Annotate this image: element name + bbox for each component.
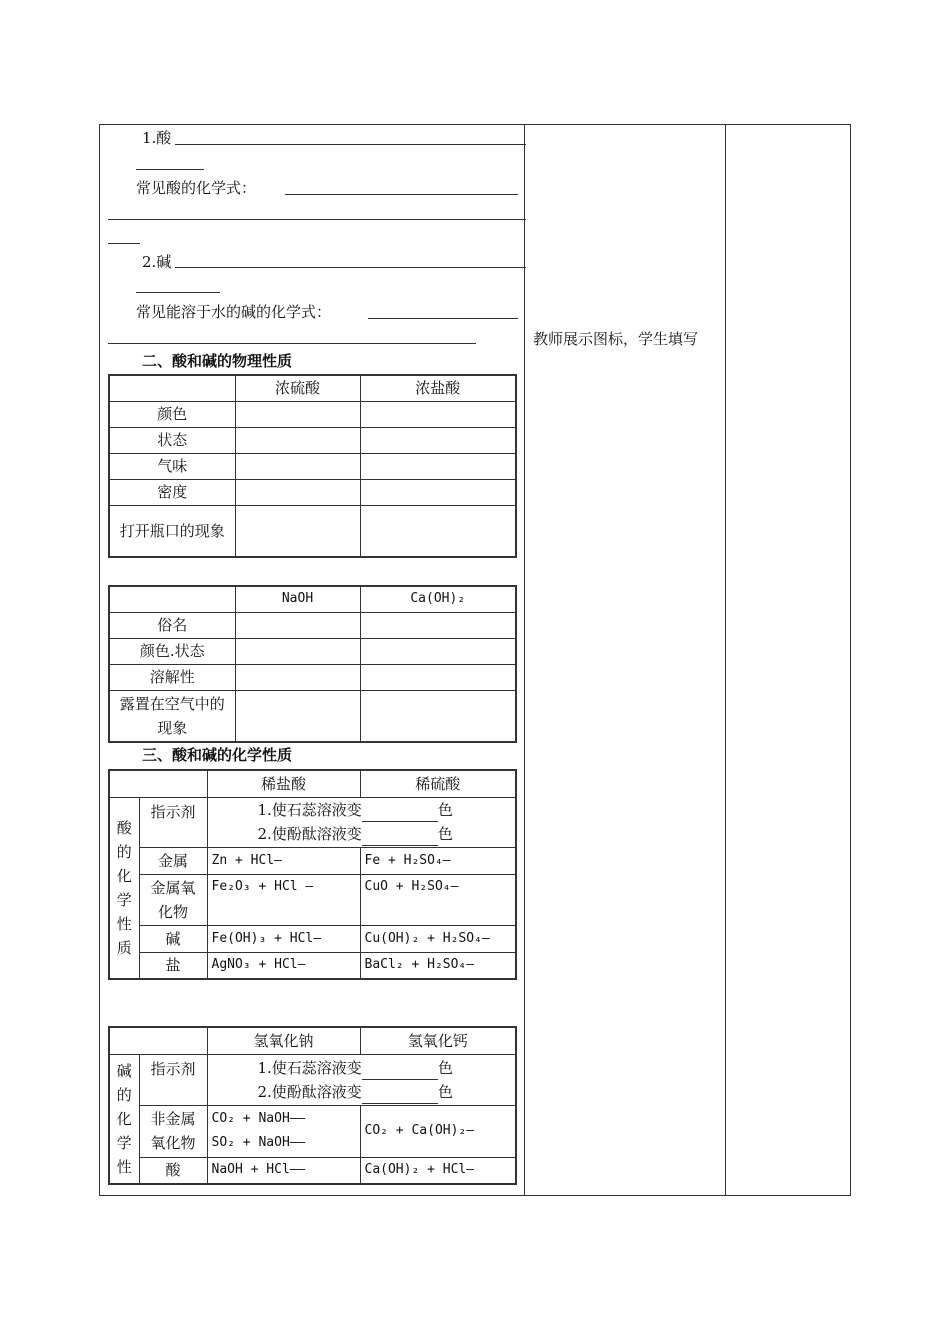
color-suffix: 色: [437, 801, 453, 819]
equation-cell[interactable]: Fe(OH)₃ + HCl—: [207, 925, 360, 952]
equation-cell[interactable]: Cu(OH)₂ + H₂SO₄—: [360, 925, 516, 952]
fill-cell[interactable]: [235, 453, 360, 479]
equation-cell[interactable]: AgNO₃ + HCl—: [207, 952, 360, 979]
fill-cell[interactable]: [235, 638, 360, 664]
row-label: 盐: [139, 952, 207, 979]
equation-cell[interactable]: [207, 1105, 360, 1157]
fill-cell[interactable]: [360, 638, 516, 664]
row-label: 非金属氧化物: [139, 1105, 207, 1157]
fill-cell[interactable]: [235, 505, 360, 557]
row-label: 密度: [109, 479, 235, 505]
common-acid-formula-label: 常见酸的化学式：: [136, 179, 257, 197]
row-label: 颜色: [109, 401, 235, 427]
fill-cell[interactable]: [360, 505, 516, 557]
acid-label: 1.酸: [142, 129, 172, 147]
row-label: 颜色.状态: [109, 638, 235, 664]
table-header-cell: Ca(OH)₂: [360, 586, 516, 612]
table-header-cell: 氢氧化钠: [207, 1027, 360, 1054]
indicator-cell: [207, 797, 516, 847]
table-header-cell: [109, 375, 235, 401]
base-label: 2.碱: [142, 253, 172, 271]
fill-cell[interactable]: [360, 664, 516, 690]
indicator-label: 指示剂: [139, 1054, 207, 1105]
base-blank-cont[interactable]: [136, 292, 220, 293]
acid-chemical-table: [108, 769, 517, 980]
base-physical-table: [108, 585, 517, 743]
base-chemical-table: [108, 1026, 517, 1185]
color-suffix: 色: [437, 825, 453, 843]
base-side-label: 碱的化学性: [109, 1054, 139, 1184]
row-label: 金属: [139, 847, 207, 874]
column-divider-1: [524, 125, 525, 1195]
indicator-line-1: 1.使石蕊溶液变: [257, 1058, 362, 1077]
equation-cell[interactable]: CuO + H₂SO₄—: [360, 874, 516, 925]
row-label: 打开瓶口的现象: [109, 505, 235, 557]
fill-cell[interactable]: [235, 427, 360, 453]
blank[interactable]: [362, 1089, 438, 1104]
section2-heading: 二、酸和碱的物理性质: [142, 352, 293, 370]
indicator-line-2: 2.使酚酞溶液变: [257, 825, 362, 843]
fill-cell[interactable]: [360, 453, 516, 479]
fill-cell[interactable]: [235, 664, 360, 690]
table-header-cell: 浓盐酸: [360, 375, 516, 401]
indicator-label: 指示剂: [139, 797, 207, 847]
fill-cell[interactable]: [360, 612, 516, 638]
blank[interactable]: [362, 807, 438, 822]
fill-cell[interactable]: [360, 401, 516, 427]
teacher-note: 教师展示图标，学生填写: [533, 330, 699, 348]
table-header-cell: [109, 1027, 207, 1054]
equation-cell[interactable]: Ca(OH)₂ + HCl—: [360, 1157, 516, 1184]
equation-cell[interactable]: Fe + H₂SO₄—: [360, 847, 516, 874]
fill-cell[interactable]: [235, 479, 360, 505]
fill-cell[interactable]: [235, 690, 360, 742]
equation-cell[interactable]: CO₂ + Ca(OH)₂—: [360, 1105, 516, 1157]
row-label: 酸: [139, 1157, 207, 1184]
color-suffix: 色: [437, 1058, 453, 1077]
table-header-cell: [109, 586, 235, 612]
fill-cell[interactable]: [360, 690, 516, 742]
indicator-cell: [207, 1054, 516, 1105]
acid-formula-blank-2[interactable]: [108, 219, 526, 220]
base-blank[interactable]: [175, 267, 526, 268]
base-formula-blank[interactable]: [368, 318, 518, 319]
table-header-cell: NaOH: [235, 586, 360, 612]
row-label: 俗名: [109, 612, 235, 638]
blank[interactable]: [362, 1065, 438, 1080]
nonmetal-eq-1: CO₂ + NaOH——: [211, 1111, 306, 1126]
color-suffix: 色: [437, 1082, 453, 1101]
table-header-cell: 稀硫酸: [360, 770, 516, 797]
row-label: 碱: [139, 925, 207, 952]
equation-cell[interactable]: Fe₂O₃ + HCl —: [207, 874, 360, 925]
acid-blank-cont[interactable]: [136, 169, 204, 170]
section3-heading: 三、酸和碱的化学性质: [142, 746, 293, 764]
acid-blank[interactable]: [175, 144, 526, 145]
acid-side-label: 酸的化学性质: [109, 797, 139, 979]
acid-formula-blank-3[interactable]: [108, 243, 140, 244]
indicator-line-2: 2.使酚酞溶液变: [257, 1082, 362, 1101]
row-label: 金属氧化物: [139, 874, 207, 925]
nonmetal-eq-2: SO₂ + NaOH——: [211, 1135, 306, 1150]
blank[interactable]: [362, 831, 438, 846]
column-divider-2: [725, 125, 726, 1195]
table-header-cell: [109, 770, 207, 797]
equation-cell[interactable]: Zn + HCl—: [207, 847, 360, 874]
equation-cell[interactable]: NaOH + HCl——: [207, 1157, 360, 1184]
base-formula-blank-2[interactable]: [108, 343, 476, 344]
indicator-line-1: 1.使石蕊溶液变: [257, 801, 362, 819]
fill-cell[interactable]: [360, 427, 516, 453]
row-label: 露置在空气中的现象: [109, 690, 235, 742]
table-header-cell: 氢氧化钙: [360, 1027, 516, 1054]
row-label: 气味: [109, 453, 235, 479]
row-label: 溶解性: [109, 664, 235, 690]
fill-cell[interactable]: [360, 479, 516, 505]
table-header-cell: 浓硫酸: [235, 375, 360, 401]
fill-cell[interactable]: [235, 612, 360, 638]
common-base-formula-label: 常见能溶于水的碱的化学式：: [136, 303, 332, 321]
acid-formula-blank[interactable]: [285, 194, 518, 195]
row-label: 状态: [109, 427, 235, 453]
table-header-cell: 稀盐酸: [207, 770, 360, 797]
equation-cell[interactable]: BaCl₂ + H₂SO₄—: [360, 952, 516, 979]
acid-physical-table: [108, 374, 517, 558]
fill-cell[interactable]: [235, 401, 360, 427]
